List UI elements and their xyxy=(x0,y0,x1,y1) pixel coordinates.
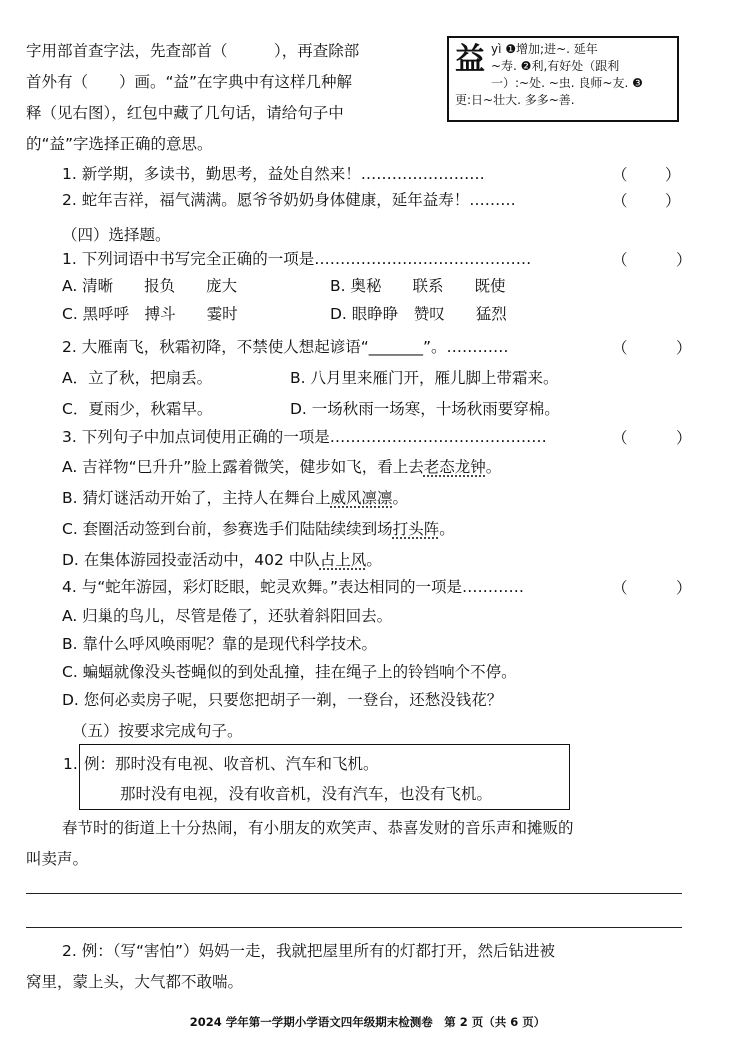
q3-stem: 3. 下列句子中加点词使用正确的一项是…………………………………… xyxy=(62,428,547,446)
intro-line-4: 的“益”字选择正确的意思。 xyxy=(26,135,213,153)
q2-stem: 2. 大雁南飞，秋霜初降，不禁使人想起谚语“_______”。………… xyxy=(62,338,509,356)
answer-line[interactable] xyxy=(26,927,682,928)
q2-option-a: A．立了秋，把扇丢。 xyxy=(62,369,213,387)
answer-paren-close: ） xyxy=(676,251,692,269)
answer-paren-open: （ xyxy=(612,429,628,447)
answer-paren-close: ） xyxy=(665,166,681,184)
q3-option-a xyxy=(62,456,501,478)
q1-option-a: A. 清晰 报负 庞大 xyxy=(62,277,238,295)
example-1-line-1: 例：那时没有电视、收音机、汽车和飞机。 xyxy=(84,755,379,773)
example-1-number: 1. xyxy=(63,755,78,773)
q3-option-d xyxy=(62,549,382,571)
task-1-line-1: 春节时的街道上十分热闹，有小朋友的欢笑声、恭喜发财的音乐声和摊贩的 xyxy=(62,819,574,837)
intro-line-3: 释（见右图），红包中藏了几句话，请给句子中 xyxy=(26,104,344,122)
answer-paren-open: （ xyxy=(612,192,628,210)
example-2-line-1: 2. 例：（写“害怕”）妈妈一走，我就把屋里所有的灯都打开，然后钻进被 xyxy=(62,942,556,960)
envelope-question-1: 1. 新学期，多读书，勤思考，益处自然来！…………………… xyxy=(62,165,485,183)
answer-line[interactable] xyxy=(26,893,682,894)
dictionary-text-4: 更:日~壮大. 多多~善. xyxy=(455,93,575,107)
answer-paren-close: ） xyxy=(676,429,692,447)
q3-option-c-dotted-word: 打头阵 xyxy=(392,520,440,538)
dictionary-text-3: 一）:~处. ~虫. 良师~友. ❸ xyxy=(491,76,643,90)
intro-line-2: 首外有（ ）画。“益”在字典中有这样几种解 xyxy=(26,73,353,91)
q4-option-d: D. 您何必卖房子呢，只要您把胡子一剃，一登台，还愁没钱花？ xyxy=(62,691,503,709)
q3-option-c-text: C. 套圈活动签到台前，参赛选手们陆陆续续到场 xyxy=(62,520,393,538)
q1-option-c: C. 黑呼呼 搏斗 霎时 xyxy=(62,305,238,323)
q3-option-b xyxy=(62,487,408,509)
example-1-line-2: 那时没有电视，没有收音机，没有汽车，也没有飞机。 xyxy=(120,785,493,803)
q3-option-d-text: D. 在集体游园投壶活动中，402 中队 xyxy=(62,551,320,569)
q3-option-d-dotted-word: 占上风 xyxy=(319,551,367,569)
q1-option-b: B. 奥秘 联系 既使 xyxy=(330,277,506,295)
answer-paren-close: ） xyxy=(676,579,692,597)
q3-option-c xyxy=(62,518,455,540)
answer-paren-open: （ xyxy=(612,251,628,269)
dictionary-pinyin: yì xyxy=(491,42,502,56)
q3-option-a-end: 。 xyxy=(485,458,502,476)
q3-option-b-end: 。 xyxy=(392,489,409,507)
dictionary-character: 益 xyxy=(455,42,485,77)
q3-option-b-text: B. 猜灯谜活动开始了，主持人在舞台上 xyxy=(62,489,331,507)
q4-option-a: A. 归巢的鸟儿，尽管是倦了，还驮着斜阳回去。 xyxy=(62,607,393,625)
q4-option-c: C. 蝙蝠就像没头苍蝇似的到处乱撞，挂在绳子上的铃铛响个不停。 xyxy=(62,663,517,681)
answer-paren-open: （ xyxy=(612,579,628,597)
task-1-line-2: 叫卖声。 xyxy=(26,850,89,868)
q3-option-c-end: 。 xyxy=(439,520,455,538)
q3-option-d-end: 。 xyxy=(366,551,382,569)
dictionary-entry-box xyxy=(447,36,679,122)
q4-option-b: B. 靠什么呼风唤雨呢？靠的是现代科学技术。 xyxy=(62,635,377,653)
dictionary-text-2: ~寿. ❷利,有好处（跟利 xyxy=(491,59,620,73)
intro-line-1: 字用部首查字法，先查部首（ ），再查除部 xyxy=(26,42,360,60)
section-5-title: （五）按要求完成句子。 xyxy=(72,722,243,740)
q4-stem: 4. 与“蛇年游园，彩灯眨眼，蛇灵欢舞。”表达相同的一项是………… xyxy=(62,578,525,596)
q3-option-a-dotted-word: 老态龙钟 xyxy=(423,458,486,476)
q3-option-a-text: A. 吉祥物“巳升升”脸上露着微笑，健步如飞，看上去 xyxy=(62,458,424,476)
q2-option-d: D. 一场秋雨一场寒，十场秋雨要穿棉。 xyxy=(290,400,560,418)
answer-paren-open: （ xyxy=(612,166,628,184)
answer-paren-close: ） xyxy=(665,192,681,210)
answer-paren-open: （ xyxy=(612,339,628,357)
q3-option-b-dotted-word: 威风凛凛 xyxy=(330,489,393,507)
envelope-question-2: 2. 蛇年吉祥，福气满满。愿爷爷奶奶身体健康，延年益寿！……… xyxy=(62,191,516,209)
section-4-title: （四）选择题。 xyxy=(62,226,171,244)
answer-paren-close: ） xyxy=(676,339,692,357)
q1-option-d: D. 眼睁睁 赞叹 猛烈 xyxy=(330,305,507,323)
q2-option-c: C．夏雨少，秋霜早。 xyxy=(62,400,213,418)
q2-option-b: B. 八月里来雁门开，雁儿脚上带霜来。 xyxy=(290,369,559,387)
page-footer: 2024 学年第一学期小学语文四年级期末检测卷 第 2 页（共 6 页） xyxy=(189,1015,546,1029)
q1-stem: 1. 下列词语中书写完全正确的一项是…………………………………… xyxy=(62,250,532,268)
dictionary-text-1: ❶增加;进~. 延年 xyxy=(505,42,598,56)
example-2-line-2: 窝里，蒙上头，大气都不敢喘。 xyxy=(26,973,244,991)
